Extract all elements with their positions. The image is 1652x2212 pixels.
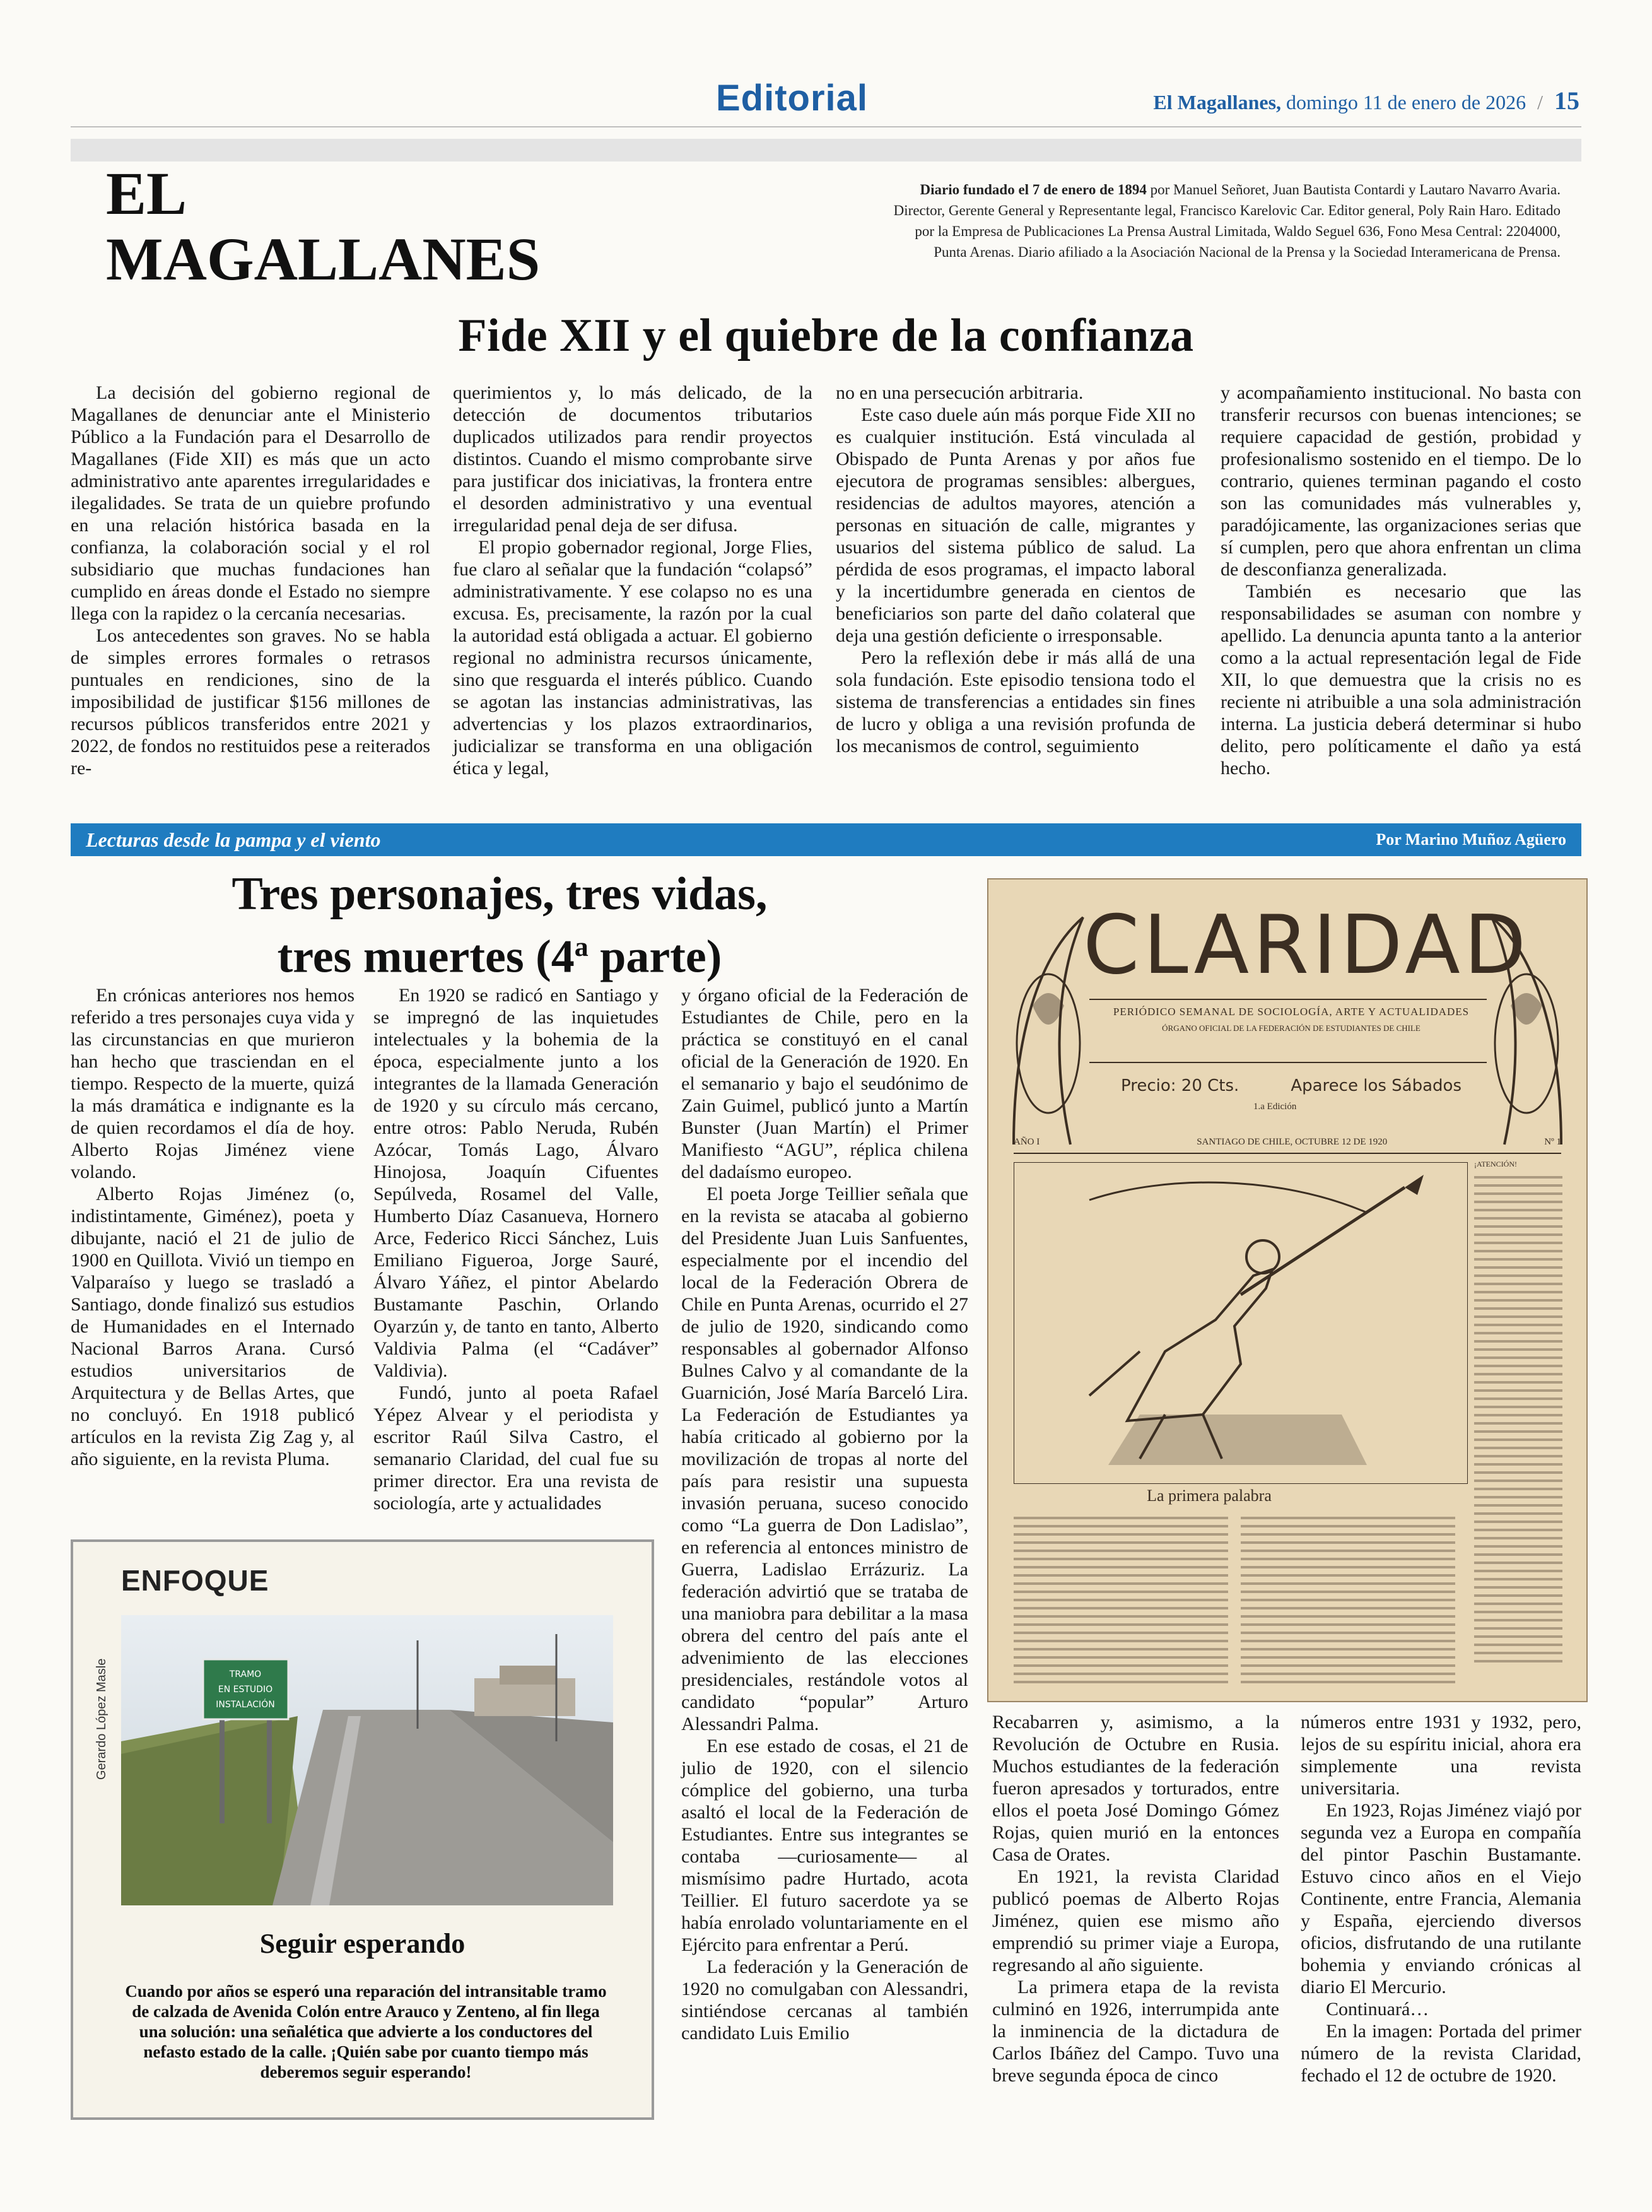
paragraph: La decisión del gobierno regional de Magallanes de denunciar ante el Ministerio Público a la Fundación para el Desarrollo de Magallanes (Fide XII) es más que un acto administrativo ante aparentes irregularidades e ilegalidades. Se trata de un quiebre profundo en una relación histórica basada en la confianza, la colaboración social y el rol subsidiario que muchas fundaciones han cumplido en áreas donde el Estado no siempre llega con la rapidez o la cercanía necesarias. bbox=[71, 382, 430, 624]
editorial-column-2 bbox=[453, 382, 812, 779]
paragraph: El poeta Jorge Teillier señala que en la revista se atacaba al gobierno del Presidente Juan Luis Sanfuentes, especialmente por el incendio del local de la Federación Obrera de Chile en Punta Arenas, ocurrido el 27 de julio de 1920, sindicando como responsables al gobernador Alfonso Bulnes Calvo y al comandante de la Guarnición, José María Barceló Lira. La Federación de Estudiantes ya había criticado al gobierno por la movilización de tropas al norte del país para resistir una supuesta invasión peruana, suceso conocido como “La guerra de Don Ladislao”, en referencia al entonces ministro de Guerra, Ladislao Errázuriz. La federación advirtió que se trataba de una maniobra para debilitar a la masa obrera del centro del país ante el advenimiento de las elecciones presidenciales, restándole votos al candidato “popular” Arturo Alessandri Palma. bbox=[681, 1184, 968, 1734]
editorial-column-4 bbox=[1221, 382, 1581, 779]
publication-name: El Magallanes, bbox=[1153, 91, 1282, 114]
paragraph: Continuará… bbox=[1326, 1999, 1429, 2020]
paragraph: En ese estado de cosas, el 21 de julio de 1920, con el silencio cómplice del gobierno, una turba asaltó el local de la Federación de Estudiantes. Entre sus integrantes se contaba —curiosamente— al mismísimo padre Hurtado, acota Teillier. El futuro sacerdote ya se había enrolado voluntariamente en el Ejército para enfrentar a Perú. bbox=[681, 1736, 968, 1955]
folio-separator: / bbox=[1537, 91, 1543, 114]
editorial-column-3 bbox=[836, 382, 1195, 757]
masthead-band bbox=[71, 139, 1581, 162]
claridad-cover-image bbox=[987, 878, 1588, 1702]
paragraph: El propio gobernador regional, Jorge Flies, fue claro al señalar que la fundación “colapsó” administrativamente. Y ese colapso no es una excusa. Es, precisamente, la razón por la cual la autoridad está obligada a actuar. El gobierno regional no administra recursos únicamente, sino que resguarda el interés público. Cuando se agotan las instancias administrativas, las advertencias y los plazos extraordinarios, judicializar se transforma en una obligación ética y legal, bbox=[453, 537, 812, 779]
paragraph: En crónicas anteriores nos hemos referido a tres personajes cuya vida y las circunstancias en que murieron han hecho que trasciendan en el tiempo. Respecto de la muerte, quizá la más dramática e indignante es la de quien recordamos el día de hoy. Alberto Rojas Jiménez viene volando. bbox=[71, 985, 354, 1182]
cover-subtitle-2: ÓRGANO OFICIAL DE LA FEDERACIÓN DE ESTUDIANTES DE CHILE bbox=[1162, 1023, 1421, 1033]
paragraph: En 1920 se radicó en Santiago y se impregnó de las inquietudes intelectuales y la bohemia de la época, especialmente junto a los integrantes de la llamada Generación de 1920 y su círculo más cercano, entre otros: Pablo Neruda, Rubén Azócar, Tomás Lago, Álvaro Hinojosa, Joaquín Cifuentes Sepúlveda, Rosamel del Valle, Humberto Díaz Casanueva, Hornero Arce, Federico Ricci Sánchez, Luis Emiliano Figueroa, Jorge Sauré, Álvaro Yáñez, el pintor Abelardo Bustamante Paschin, Orlando Oyarzún y, de tanto en tanto, Alberto Valdivia Palma (el “Cadáver” Valdivia). bbox=[373, 985, 659, 1381]
cover-dateline: SANTIAGO DE CHILE, OCTUBRE 12 DE 1920 bbox=[1197, 1137, 1388, 1147]
feature-title-end: parte) bbox=[588, 931, 722, 983]
enfoque-label: ENFOQUE bbox=[121, 1564, 269, 1597]
paragraph: números entre 1931 y 1932, pero, lejos de su espíritu inicial, ahora era simplemente una revista universitaria. bbox=[1301, 1712, 1581, 1799]
masthead-line-2: MAGALLANES bbox=[106, 225, 541, 293]
cover-masthead: CLARIDAD bbox=[1083, 898, 1530, 992]
paragraph: En la imagen: Portada del primer número de la revista Claridad, fechado el 12 de octubre de 1920. bbox=[1301, 2021, 1581, 2086]
paragraph: En 1921, la revista Claridad publicó poemas de Alberto Rojas Jiménez, quien ese mismo año emprendió su primer viaje a Europa, regresando al año siguiente. bbox=[992, 1866, 1279, 1975]
paragraph: y acompañamiento institucional. No basta con transferir recursos con buenas intenciones; se requiere capacidad de gestión, probidad y profesionalismo sostenido en el tiempo. De lo contrario, quienes terminan pagando el costo son las comunidades más vulnerables y, paradójicamente, las organizaciones serias que sí cumplen, pero que ahora enfrentan un clima de desconfianza generalizada. bbox=[1221, 382, 1581, 580]
paragraph: La primera etapa de la revista culminó en 1926, interrumpida ante la inminencia de la dictadura de Carlos Ibáñez del Campo. Tuvo una breve segunda época de cinco bbox=[992, 1977, 1279, 2086]
feature-title bbox=[71, 868, 929, 984]
cover-dateline-row bbox=[1014, 1137, 1561, 1154]
paragraph: querimientos y, lo más delicado, de la detección de documentos tributarios duplicados utilizados para rendir proyectos distintos. Cuando el mismo comprobante sirve para justificar dos iniciativas, la frontera entre el desorden administrativo y una eventual irregularidad penal deja de ser difusa. bbox=[453, 382, 812, 536]
feature-title-ordinal: a bbox=[574, 931, 589, 962]
feature-column-1 bbox=[71, 984, 354, 1470]
photo-caption: Cuando por años se esperó una reparación del intransitable tramo de calzada de Avenida Colón entre Arauco y Zenteno, al fin llega una solución: una señalética que advierte a los conductores del nefasto estado de la calle. ¡Quién sabe por cuanto tiempo más deberemos seguir esperando! bbox=[125, 1982, 607, 2081]
paragraph: Alberto Rojas Jiménez (o, indistintamente, Giménez), poeta y dibujante, nació el 21 de julio de 1900 en Quillota. Vivió un tiempo en Valparaíso y luego se trasladó a Santiago, donde finalizó sus estudios de Humanidades en el Internado Nacional Barros Arana. Cursó estudios universitarios de Arquitectura y de Bellas Artes, que no concluyó. En 1918 publicó artículos en la revista Zig Zag y, al año siguiente, en la revista Pluma. bbox=[71, 1184, 354, 1469]
paragraph: La federación y la Generación de 1920 no comulgaban con Alessandri, sintiéndose cercanas al también candidato Luis Emilio bbox=[681, 1956, 968, 2044]
cover-text-block-1 bbox=[1014, 1517, 1228, 1689]
feature-title-main: tres muertes (4 bbox=[277, 931, 575, 983]
column-series-name: Lecturas desde la pampa y el viento bbox=[86, 828, 381, 851]
photo-credit: Gerardo López Masle bbox=[95, 1658, 108, 1780]
paragraph: Recabarren y, asimismo, a la Revolución de Octubre en Rusia. Muchos estudiantes de la federación fueron apresados y torturados, entre ellos el poeta José Domingo Gómez Rojas, quien murió en la entonces Casa de Orates. bbox=[992, 1712, 1279, 1865]
column-strip bbox=[71, 823, 1581, 856]
cover-year: AÑO I bbox=[1014, 1137, 1040, 1147]
cover-text-column bbox=[1474, 1176, 1562, 1668]
cover-price: Precio: 20 Cts. bbox=[1121, 1076, 1239, 1095]
masthead-line-1: EL bbox=[106, 160, 187, 227]
paragraph: En 1923, Rojas Jiménez viajó por segunda vez a Europa en compañía del pintor Paschin Bustamante. Estuvo cinco años en el Viejo Continente, entre Francia, Alemania y España, ejerciendo diversos oficios, disfrutando de una rutilante bohemia y enviando crónicas al diario El Mercurio. bbox=[1301, 1800, 1581, 1997]
editorial-column-1 bbox=[71, 382, 430, 779]
cover-number: Nº 1 bbox=[1544, 1137, 1561, 1147]
feature-title-line-1: Tres personajes, tres vidas, bbox=[231, 868, 768, 920]
impressum-body: por Manuel Señoret, Juan Bautista Contardi y Lautaro Navarro Avaria. Director, Gerente General y Representante legal, Francisco Karelovic Car. Editor general, Poly Rain Haro. Editado por la Empresa de Publicaciones La Prensa Austral Limitada, Waldo Seguel 636, Fono Mesa Central: 2204000, Punta Arenas. Diario afiliado a la Asociación Nacional de la Prensa y la Sociedad Interamericana de Prensa. bbox=[893, 182, 1561, 260]
cover-article-title: La primera palabra bbox=[1147, 1486, 1272, 1505]
masthead-title bbox=[106, 161, 585, 292]
cover-side-heading: ¡ATENCIÓN! bbox=[1474, 1160, 1517, 1168]
cover-price-row bbox=[1121, 1076, 1462, 1095]
feature-column-5 bbox=[1301, 1711, 1581, 2086]
cover-day: Aparece los Sábados bbox=[1291, 1076, 1462, 1095]
cover-text-block-2 bbox=[1241, 1517, 1455, 1689]
sign-line-1: TRAMO bbox=[229, 1669, 262, 1680]
sign-line-2: EN ESTUDIO bbox=[218, 1685, 273, 1695]
issue-date: domingo 11 de enero de 2026 bbox=[1286, 91, 1526, 114]
feature-column-4 bbox=[992, 1711, 1279, 2086]
paragraph: Los antecedentes son graves. No se habla de simples errores formales o retrasos puntuales en rendiciones, sino de la imposibilidad de justificar $156 millones de recursos públicos transferidos entre 2021 y 2022, de fondos no restituidos pese a reiterados re- bbox=[71, 625, 430, 779]
enfoque-photo bbox=[121, 1615, 613, 1905]
feature-column-3 bbox=[681, 984, 968, 2044]
page-number: 15 bbox=[1554, 86, 1579, 115]
cover-subtitle: PERIÓDICO SEMANAL DE SOCIOLOGÍA, ARTE Y ACTUALIDADES bbox=[1113, 1006, 1470, 1018]
paragraph: También es necesario que las responsabilidades se asuman con nombre y apellido. La denuncia apunta tanto a la anterior como a la actual representación legal de Fide XII, lo que demuestra que la crisis no es reciente ni atribuible a una sola administración interna. La justicia deberá determinar si hubo delito, pero políticamente el daño ya está hecho. bbox=[1221, 581, 1581, 779]
paragraph: Este caso duele aún más porque Fide XII no es cualquier institución. Está vinculada al Obispado de Punta Arenas y por años fue ejecutora de programas sensibles: albergues, residencias de adultos mayores, atención a personas en situación de calle, migrantes y usuarios del sistema público de salud. La pérdida de esos programas, el impacto laboral y la incertidumbre generada en cientos de beneficiarios son parte del daño colateral que deja una gestión deficiente o irresponsable. bbox=[836, 404, 1195, 646]
paragraph: Pero la reflexión debe ir más allá de una sola fundación. Este episodio tensiona todo el sistema de transferencias a entidades sin fines de lucro y obliga a una revisión profunda de los mecanismos de control, seguimiento bbox=[836, 647, 1195, 756]
impressum bbox=[892, 179, 1561, 262]
feature-title-line-2 bbox=[71, 921, 929, 984]
sign-line-3: INSTALACIÓN bbox=[216, 1700, 275, 1710]
cover-illustration bbox=[1014, 1162, 1468, 1484]
column-byline: Por Marino Muñoz Agüero bbox=[1376, 830, 1566, 849]
header-rule bbox=[71, 126, 1581, 127]
impressum-lead: Diario fundado el 7 de enero de 1894 bbox=[920, 182, 1147, 197]
paragraph: y órgano oficial de la Federación de Estudiantes de Chile, pero en la práctica se constituyó en el canal oficial de la Generación de 1920. En el semanario y bajo el seudónimo de Zain Guimel, publicó junto a Martín Bunster (Juan Martín) el Primer Manifiesto “AGU”, réplica chilena del dadaísmo europeo. bbox=[681, 985, 968, 1182]
photo-title: Seguir esperando bbox=[259, 1928, 466, 1959]
cover-edition: 1.a Edición bbox=[1253, 1102, 1297, 1112]
paragraph: no en una persecución arbitraria. bbox=[836, 382, 1084, 403]
editorial-title: Fide XII y el quiebre de la confianza bbox=[458, 310, 1194, 362]
folio bbox=[1153, 86, 1579, 115]
paragraph: Fundó, junto al poeta Rafael Yépez Alvear y el periodista y escritor Raúl Silva Castro, el semanario Claridad, del cual fue su primer director. Era una revista de sociología, arte y actualidades bbox=[373, 1382, 659, 1514]
feature-column-2 bbox=[373, 984, 659, 1514]
section-label: Editorial bbox=[716, 78, 869, 119]
